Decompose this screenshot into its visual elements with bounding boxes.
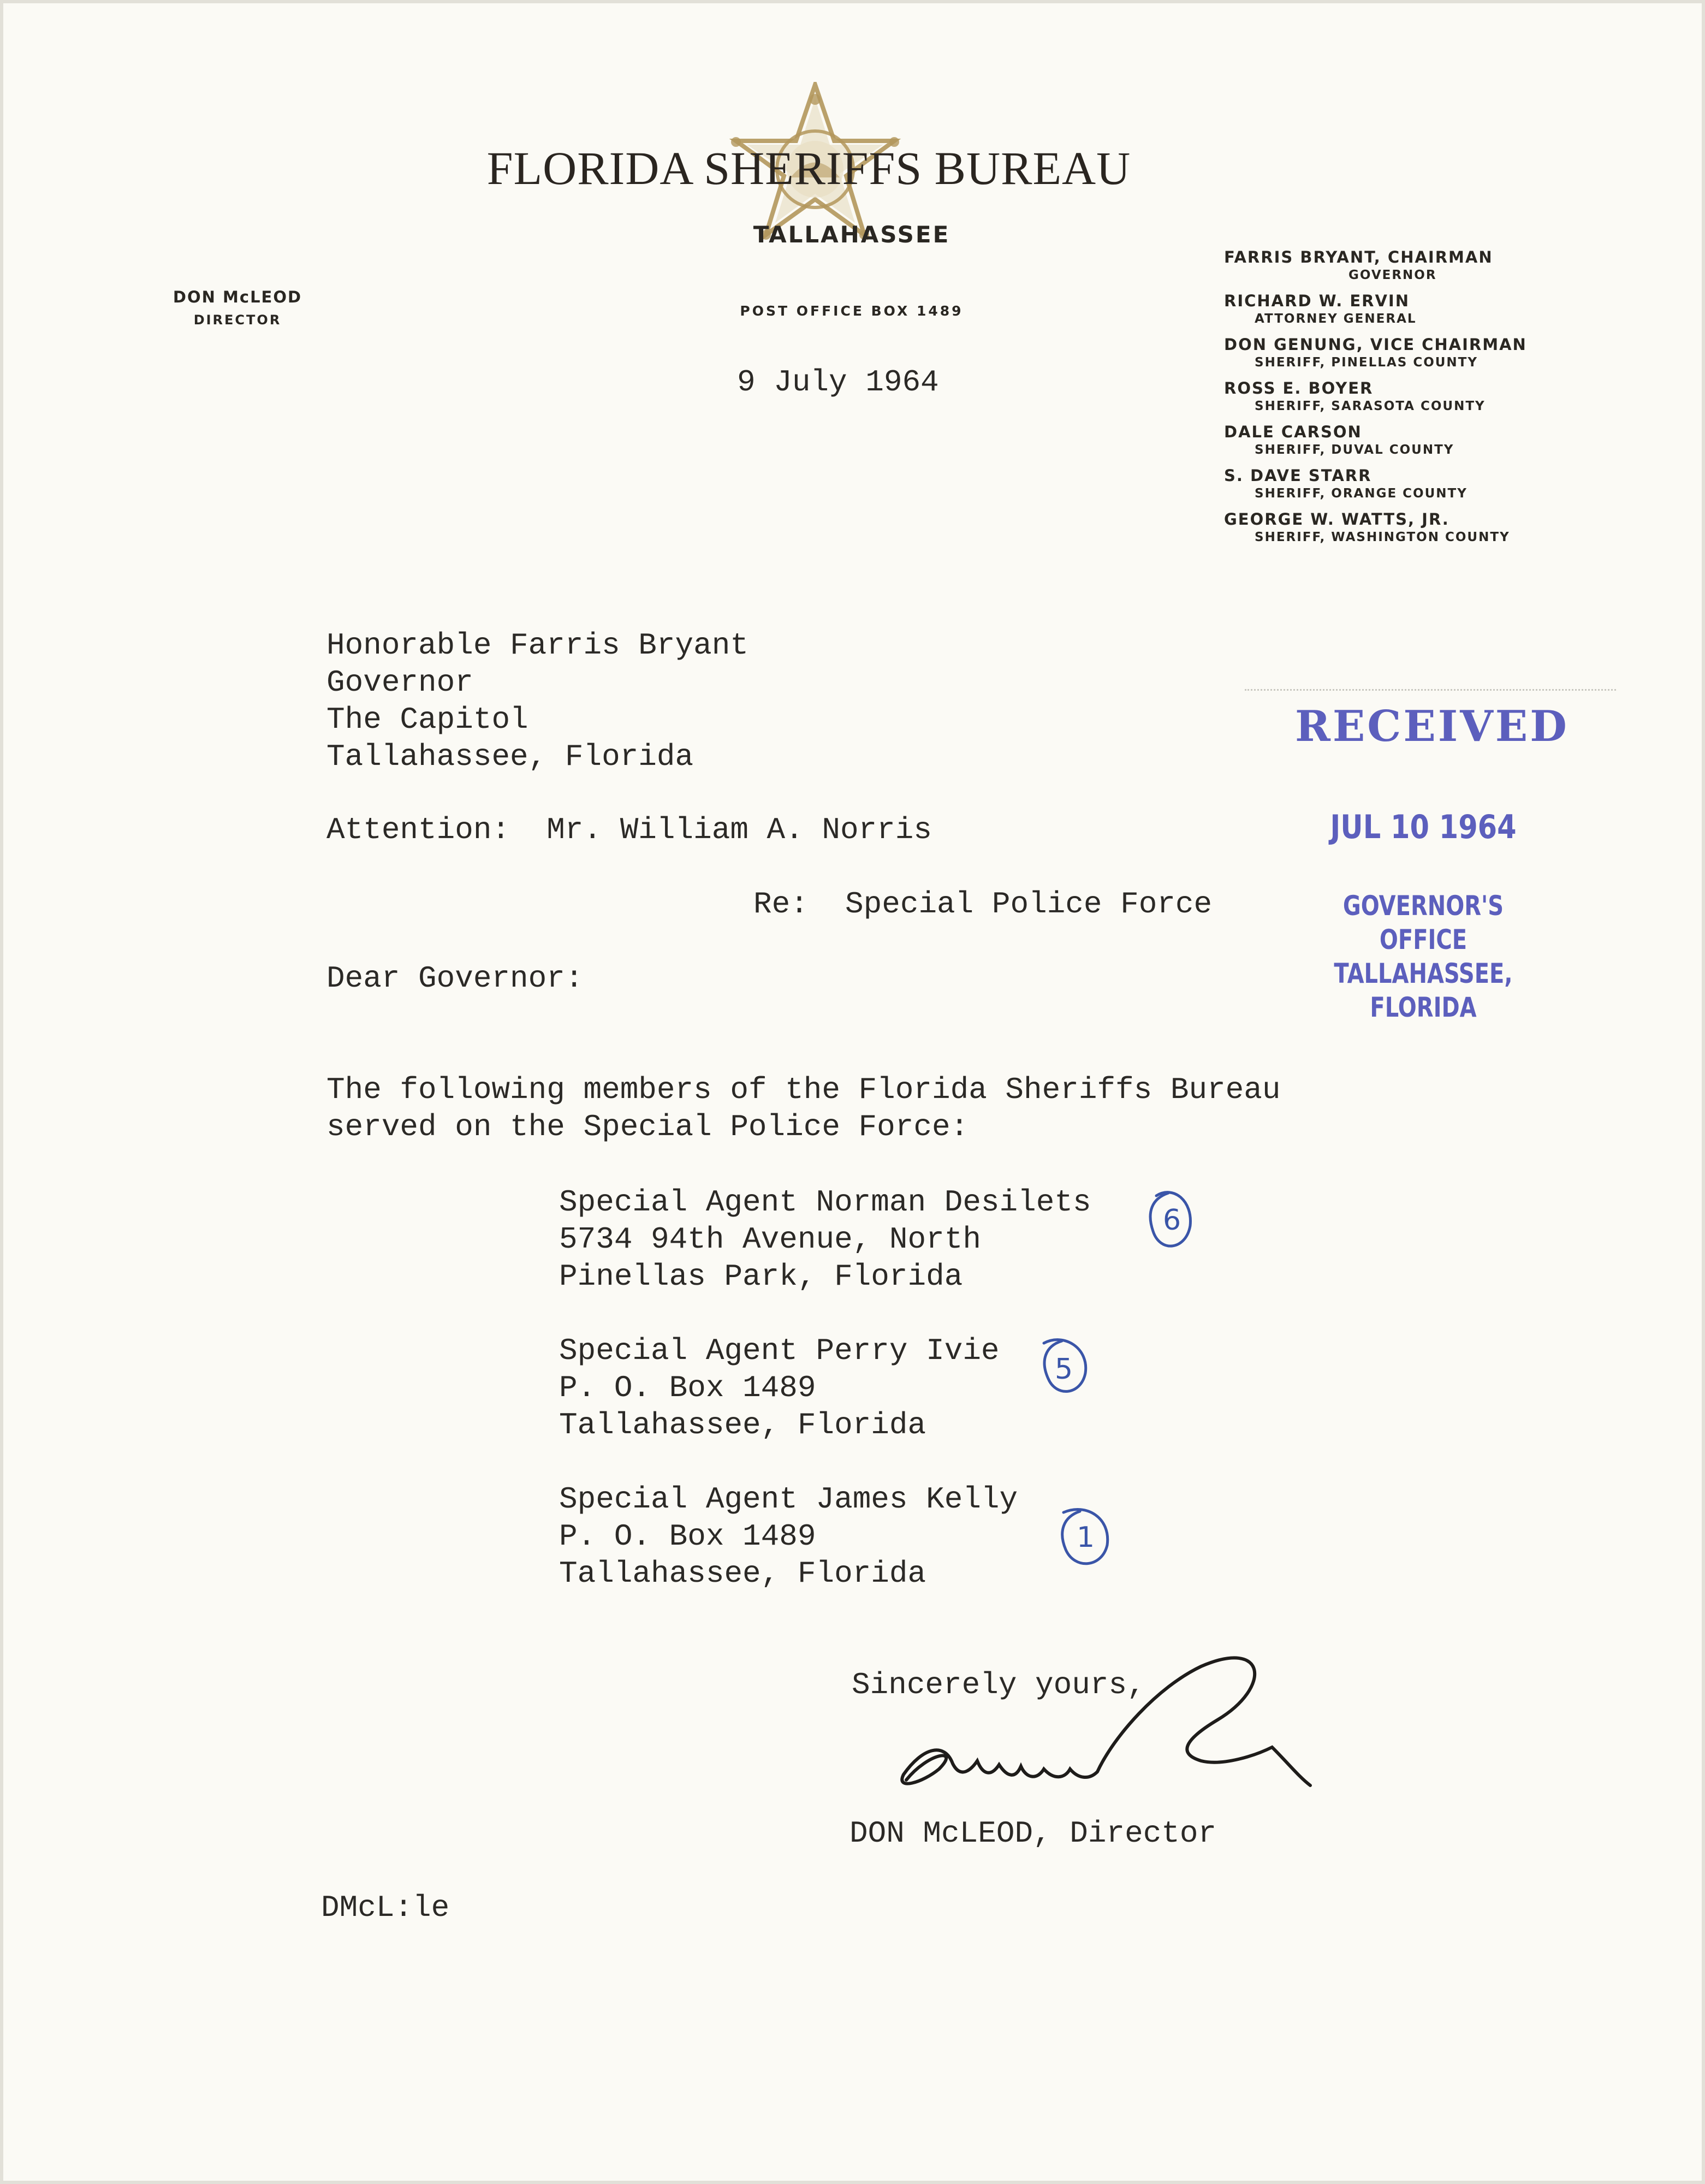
closing: Sincerely yours, bbox=[852, 1667, 1145, 1702]
signer-name: DON McLEOD, Director bbox=[849, 1816, 1217, 1851]
stamp-office-line: GOVERNOR'S OFFICE bbox=[1342, 890, 1504, 956]
agent-address: P. O. Box 1489 bbox=[559, 1519, 816, 1554]
agent-city: Tallahassee, Florida bbox=[559, 1556, 926, 1591]
subject-line: Re: Special Police Force bbox=[753, 887, 1213, 922]
attention-line: Attention: Mr. William A. Norris bbox=[326, 812, 932, 847]
board-member: DON GENUNG, VICE CHAIRMAN SHERIFF, PINELLAS COUNTY bbox=[1224, 335, 1527, 370]
board-member: S. DAVE STARR SHERIFF, ORANGE COUNTY bbox=[1224, 466, 1468, 501]
letterhead-city: TALLAHASSEE bbox=[753, 221, 950, 248]
letter-date: 9 July 1964 bbox=[737, 365, 939, 400]
recipient-line: Tallahassee, Florida bbox=[326, 739, 694, 774]
agent-address: 5734 94th Avenue, North bbox=[559, 1222, 981, 1257]
agent-city: Pinellas Park, Florida bbox=[559, 1259, 963, 1294]
board-member: GEORGE W. WATTS, JR. SHERIFF, WASHINGTON COUNTY bbox=[1224, 510, 1510, 544]
pen-mark-digit: 6 bbox=[1163, 1204, 1181, 1237]
agent-city: Tallahassee, Florida bbox=[559, 1408, 926, 1443]
board-member: ROSS E. BOYER SHERIFF, SARASOTA COUNTY bbox=[1224, 379, 1486, 413]
board-member: FARRIS BRYANT, CHAIRMAN GOVERNOR bbox=[1224, 248, 1493, 282]
body-text-line: The following members of the Florida Sheriffs Bureau bbox=[326, 1072, 1281, 1107]
recipient-line: The Capitol bbox=[326, 702, 528, 737]
agent-name: Special Agent Norman Desilets bbox=[559, 1185, 1091, 1220]
board-member: RICHARD W. ERVIN ATTORNEY GENERAL bbox=[1224, 292, 1417, 326]
recipient-line: Honorable Farris Bryant bbox=[326, 628, 748, 663]
stamp-office-line: TALLAHASSEE, FLORIDA bbox=[1334, 958, 1513, 1023]
agent-address: P. O. Box 1489 bbox=[559, 1370, 816, 1405]
body-text-line: served on the Special Police Force: bbox=[326, 1109, 969, 1144]
stamp-date: JUL 10 1964 bbox=[1330, 808, 1517, 846]
pen-mark-digit: 5 bbox=[1055, 1353, 1073, 1386]
letterhead-po-box: POST OFFICE BOX 1489 bbox=[740, 303, 964, 319]
letterhead-director-title: DIRECTOR bbox=[193, 312, 282, 328]
org-name: FLORIDA SHERIFFS BUREAU bbox=[486, 142, 1131, 194]
signature-icon bbox=[902, 1658, 1310, 1785]
salutation: Dear Governor: bbox=[326, 961, 584, 996]
recipient-line: Governor bbox=[326, 665, 473, 700]
agent-name: Special Agent Perry Ivie bbox=[559, 1333, 1000, 1368]
stamp-received: RECEIVED bbox=[1295, 702, 1569, 751]
pen-mark-digit: 1 bbox=[1077, 1521, 1095, 1554]
typist-initials: DMcL:le bbox=[321, 1890, 450, 1925]
agent-name: Special Agent James Kelly bbox=[559, 1482, 1018, 1517]
letterhead-director-name: DON McLEOD bbox=[173, 288, 302, 306]
board-member: DALE CARSON SHERIFF, DUVAL COUNTY bbox=[1224, 423, 1454, 457]
